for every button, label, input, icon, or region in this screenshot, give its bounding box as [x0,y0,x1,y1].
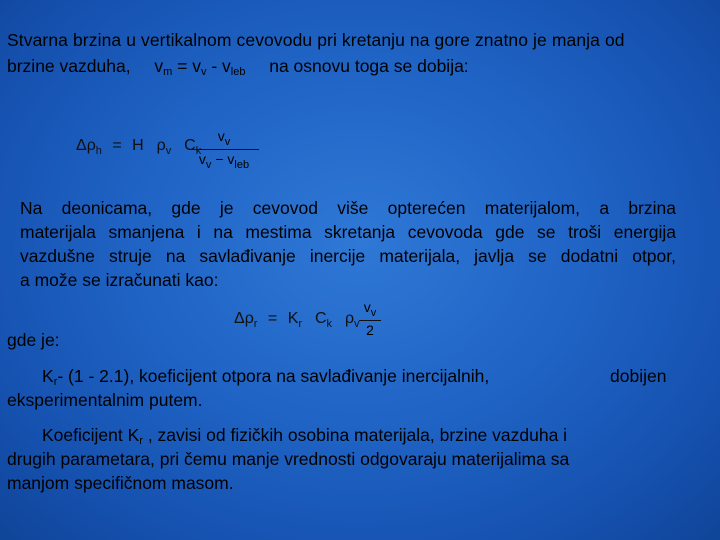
gde-je-label: gde je: [7,330,60,350]
kr-definition-right: dobijen [610,366,667,386]
intro-line-2 [7,54,469,78]
intro-line-2-end: na osnovu toga se dobija: [269,56,469,76]
equals-vv: = $v_v$ [177,56,207,78]
paragraph-2-line-2: materijala smanjena i na mestima skretanja cevovoda gde se troši energija [20,222,676,242]
minus-vleb: - $v_{leb}$ [211,56,246,78]
paragraph-2-line-4: a može se izračunati kao: [20,270,219,290]
paragraph-2-line-3: vazdušne struje na savlađivanje inercije materijala, javlja se dodatni otpor, [20,246,676,266]
kr-description-line-2: drugih parametara, pri čemu manje vrednosti odgovaraju materijalima sa [7,449,570,469]
paragraph-2-line-1: Na deonicama, gde je cevovod više opterećen materijalom, a brzina [20,198,676,218]
intro-line-1: Stvarna brzina u vertikalnom cevovodu pri kretanju na gore znatno je manja od [7,30,625,50]
kr-definition-line-2: eksperimentalnim putem. [7,390,203,410]
formula2-fraction: $v_v$ 2 [359,299,381,338]
kr-definition-line-1: $K_r-$ (1 - 2.1), koeficijent otpora na savlađivanje inercijalnih, [42,366,490,388]
formula1-fraction: $v_v$ $v_v - v_{leb}$ [189,128,259,171]
velocity-material: $v_m$ [154,56,173,78]
kr-description-line-3: manjom specifičnom masom. [7,473,234,493]
kr-description-line-1: Koeficijent $K_r$ , zavisi od fizičkih osobina materijala, brzine vazduha i [42,425,568,447]
intro-line-2-start: brzine vazduha, [7,56,131,76]
slide: Stvarna brzina u vertikalnom cevovodu pri kretanju na gore znatno je manja od brzine vazduha, $v_m = v_v - v_{leb}$ na osnovu toga se dobija: $\Delta\rho_h = H$ $\rho_v$ $C_k$ $v_v$ $v_v - v_{leb}$ Na deonicama, gde je cevovod više opterećen materijalom, a brzina materijala smanjena i na mestima skretanja cevovoda gde se troši energija vazdušne struje na savlađivanje inercije materijala, javlja se dodatni otpor, a može se izračunati kao: $\Delta\rho_r = K_r$ $C_k$ $\rho_v$ $v_v$ 2 gde je: $K_r-$ (1 - 2.1), koeficijent otpora na savlađivanje inercijalnih, dobijen eksperimentalnim putem. Koeficijent $K_r$ , zavisi od fizičkih osobina materijala, brzine vazduha i drugih parametara, pri čemu manje vrednosti odgovaraju materijalima sa manjom specifičnom masom. [7,30,676,493]
